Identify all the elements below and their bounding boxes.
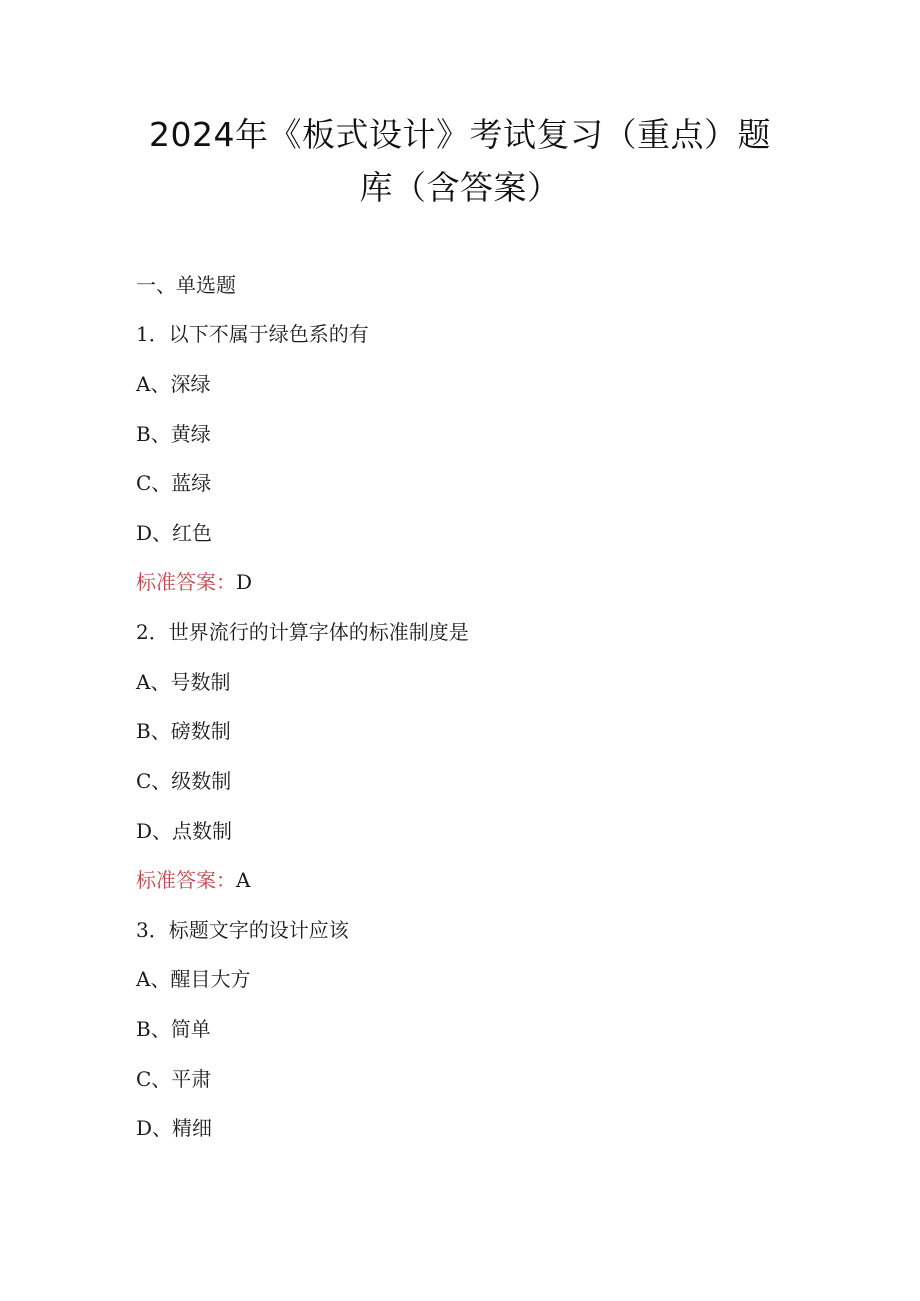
question-2-option-d: D、点数制: [136, 819, 233, 843]
question-3-option-b: B、简单: [136, 1017, 211, 1041]
question-3-option-c: C、平肃: [136, 1067, 212, 1091]
question-2-stem: 2．世界流行的计算字体的标准制度是: [136, 620, 469, 644]
answer-value: D: [236, 570, 253, 594]
question-1-option-c: C、蓝绿: [136, 471, 212, 495]
answer-label: 标准答案：: [136, 868, 236, 892]
question-1-stem: 1．以下不属于绿色系的有: [136, 322, 369, 346]
question-3-option-d: D、精细: [136, 1116, 213, 1140]
question-3-stem: 3．标题文字的设计应该: [136, 918, 349, 942]
question-2-option-a: A、号数制: [136, 670, 231, 694]
section-heading: 一、单选题: [136, 273, 236, 297]
answer-value: A: [236, 868, 251, 892]
question-1-answer: [136, 569, 252, 595]
question-2-option-c: C、级数制: [136, 769, 232, 793]
question-2-answer: [136, 867, 250, 893]
question-3-option-a: A、醒目大方: [136, 967, 251, 991]
question-2-option-b: B、磅数制: [136, 719, 231, 743]
document-title-line-2: 库（含答案）: [359, 168, 561, 207]
answer-label: 标准答案：: [136, 570, 236, 594]
question-1-option-b: B、黄绿: [136, 422, 211, 446]
question-1-option-a: A、深绿: [136, 372, 211, 396]
document-title-line-1: 2024年《板式设计》考试复习（重点）题: [149, 115, 771, 154]
question-1-option-d: D、红色: [136, 521, 213, 545]
